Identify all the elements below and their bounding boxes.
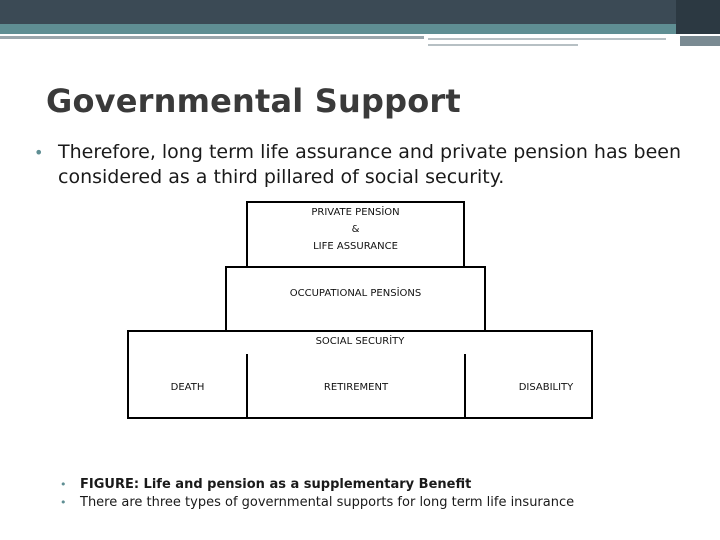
private-pension-line: PRIVATE PENSİON: [311, 207, 400, 218]
list-item: [60, 494, 574, 512]
header-rule: [428, 38, 666, 40]
retirement-label: RETIREMENT: [323, 382, 389, 393]
main-bullet: [34, 140, 714, 190]
death-label: DEATH: [170, 382, 205, 393]
disability-label: DISABILITY: [518, 382, 574, 393]
header-bar-dark: [0, 0, 720, 24]
note-text: There are three types of governmental supports for long term life insurance: [80, 495, 575, 510]
private-pension-label: [246, 204, 465, 255]
header-bar-teal: [0, 24, 720, 34]
figure-caption: FIGURE: Life and pension as a supplementary Benefit: [80, 477, 472, 492]
notes-list: [60, 476, 574, 512]
ampersand-line: &: [351, 224, 360, 235]
header-rule: [680, 36, 720, 46]
header-rule: [0, 36, 424, 39]
life-assurance-line: LIFE ASSURANCE: [313, 241, 398, 252]
header-rule: [428, 44, 578, 46]
header-bar-corner: [676, 0, 720, 34]
bullet-icon: •: [60, 478, 67, 491]
main-bullet-text: Therefore, long term life assurance and private pension has been considered as a third pillared of social security.: [58, 141, 682, 188]
social-security-label: SOCIAL SECURİTY: [315, 336, 405, 347]
bullet-icon: •: [60, 496, 67, 509]
occupational-pensions-label: OCCUPATIONAL PENSİONS: [289, 288, 422, 299]
slide-title: Governmental Support: [46, 82, 461, 120]
bullet-icon: •: [34, 143, 44, 162]
list-item: [60, 476, 574, 494]
